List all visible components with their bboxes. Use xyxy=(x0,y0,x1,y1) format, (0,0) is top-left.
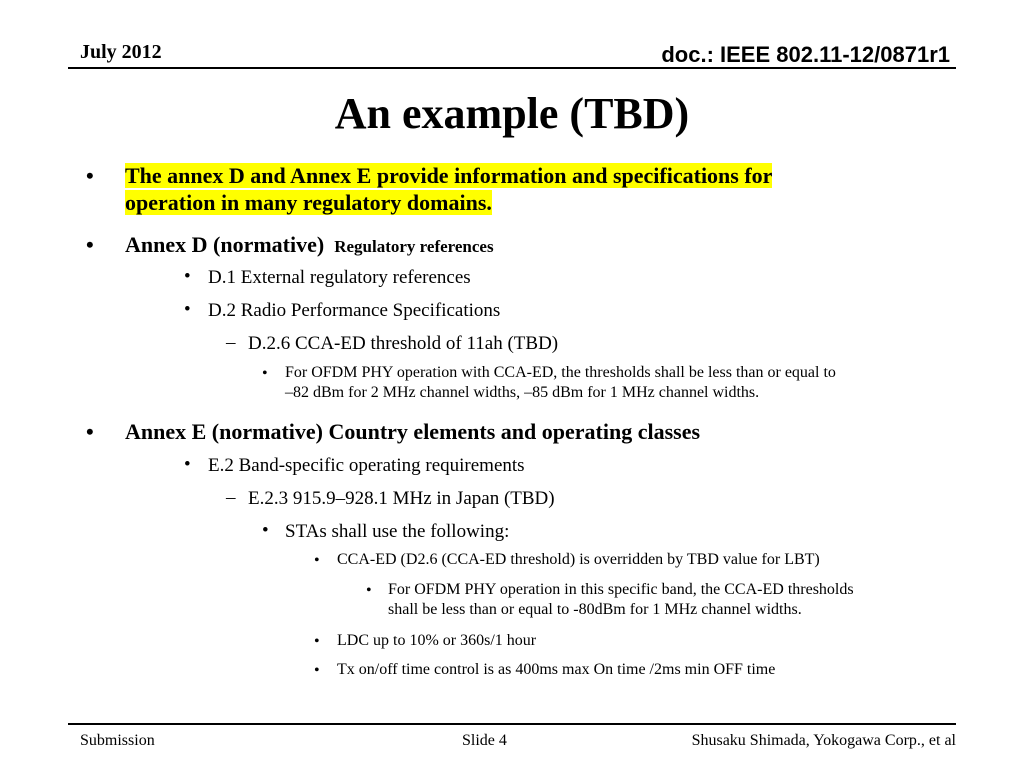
japan-line-2: shall be less than or equal to -80dBm for 1 MHz channel widths. xyxy=(388,600,802,618)
dash-marker: – xyxy=(226,332,236,353)
item-ofdm-japan xyxy=(388,580,1008,619)
item-tx-control: Tx on/off time control is as 400ms max On time /2ms min OFF time xyxy=(337,661,776,678)
bullet-marker: • xyxy=(366,582,372,599)
bullet-annex-e: Annex E (normative) Country elements and operating classes xyxy=(125,419,701,444)
bullet-annex-d xyxy=(125,232,494,259)
bullet-marker: • xyxy=(314,552,320,569)
highlight-line-1: The annex D and Annex E provide information and specifications for xyxy=(125,163,773,188)
bullet-marker: • xyxy=(184,266,191,287)
item-d26: D.2.6 CCA-ED threshold of 11ah (TBD) xyxy=(248,333,559,354)
annex-d-note: Regulatory references xyxy=(334,237,494,256)
item-e23: E.2.3 915.9–928.1 MHz in Japan (TBD) xyxy=(248,488,555,509)
bullet-marker: • xyxy=(314,662,320,679)
bullet-marker: • xyxy=(314,633,320,650)
ofdm-line-1: For OFDM PHY operation with CCA-ED, the thresholds shall be less than or equal to xyxy=(285,364,836,381)
bullet-marker: • xyxy=(86,419,94,444)
annex-d-label: Annex D (normative) xyxy=(125,232,325,257)
bullet-marker: • xyxy=(184,454,191,475)
highlight-line-2: operation in many regulatory domains. xyxy=(125,189,492,215)
footer-divider xyxy=(68,723,956,725)
item-e2: E.2 Band-specific operating requirements xyxy=(208,455,525,476)
ofdm-line-2: –82 dBm for 2 MHz channel widths, –85 dBm for 1 MHz channel widths. xyxy=(285,383,760,401)
item-cca-ed: CCA-ED (D2.6 (CCA-ED threshold) is overridden by TBD value for LBT) xyxy=(337,551,820,568)
item-stas: STAs shall use the following: xyxy=(285,521,510,542)
dash-marker: – xyxy=(226,487,236,508)
footer-author: Shusaku Shimada, Yokogawa Corp., et al xyxy=(691,732,956,749)
header-divider xyxy=(68,67,956,69)
bullet-marker: • xyxy=(86,163,94,188)
item-d1: D.1 External regulatory references xyxy=(208,267,471,288)
document-id: doc.: IEEE 802.11-12/0871r1 xyxy=(661,42,950,67)
slide-number: Slide 4 xyxy=(462,732,507,749)
japan-line-1: For OFDM PHY operation in this specific band, the CCA-ED thresholds xyxy=(388,581,854,598)
slide-title: An example (TBD) xyxy=(334,89,690,138)
footer-submission: Submission xyxy=(80,732,155,749)
bullet-marker: • xyxy=(86,232,94,257)
item-d2: D.2 Radio Performance Specifications xyxy=(208,300,501,321)
bullet-marker: • xyxy=(262,365,268,382)
bullet-marker: • xyxy=(262,520,269,541)
item-d26-ofdm xyxy=(285,363,985,402)
bullet-annex-intro xyxy=(125,163,925,217)
item-ldc: LDC up to 10% or 360s/1 hour xyxy=(337,632,537,649)
header-date: July 2012 xyxy=(80,41,162,63)
bullet-marker: • xyxy=(184,299,191,320)
